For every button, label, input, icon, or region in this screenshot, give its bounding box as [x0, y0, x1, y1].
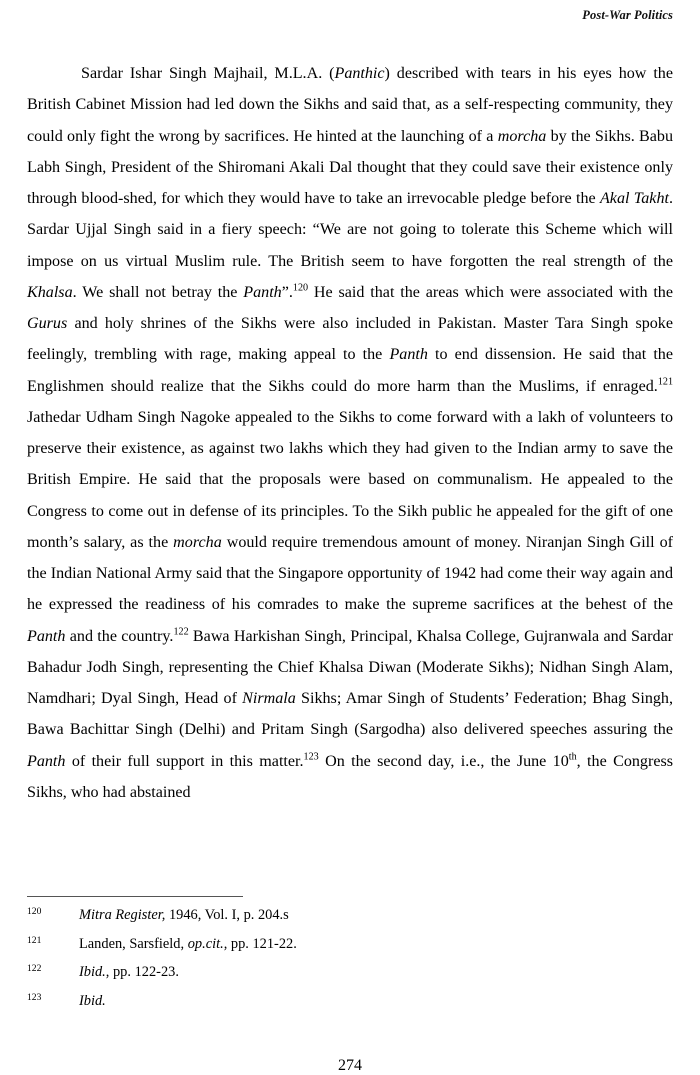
footnote-item: [27, 992, 673, 1012]
footnote-text: Ibid., pp. 122-23.: [79, 964, 179, 980]
footnote-text: Mitra Register, 1946, Vol. I, p. 204.s: [79, 907, 289, 923]
footnote-number: 122: [27, 963, 42, 974]
footnote-text: Landen, Sarsfield, op.cit., pp. 121-22.: [79, 935, 297, 952]
footnote-item: [27, 935, 673, 955]
footnote-number: 121: [27, 934, 42, 946]
footnote-text: Ibid.: [79, 992, 106, 1009]
footnote-section: [27, 896, 673, 1020]
footnote-separator-rule: [27, 896, 243, 897]
page-number: 274: [338, 1057, 362, 1074]
running-header: Post-War Politics: [582, 8, 673, 22]
footnote-item: [27, 906, 673, 926]
footnote-number: 123: [27, 991, 42, 1003]
body-text-column: [27, 58, 673, 808]
footnote-number: 120: [27, 906, 42, 917]
footnote-list: [27, 906, 673, 1012]
footnote-item: [27, 963, 673, 983]
body-paragraph: Sardar Ishar Singh Majhail, M.L.A. (Panthic) described with tears in his eyes how the British Cabinet Mission had led down the Sikhs and said that, as a self-respecting community, they could only fight the wrong by sacrifices. He hinted at the launching of a morcha by the Sikhs. Babu Labh Singh, President of the Shiromani Akali Dal thought that they could save their existence only through blood-shed, for which they would have to take an irrevocable pledge before the Akal Takht. Sardar Ujjal Singh said in a fiery speech: “We are not going to tolerate this Scheme which will impose on us virtual Muslim rule. The British seem to have forgotten the real strength of the Khalsa. We shall not betray the Panth”.$^{120}$ He said that the areas which were associated with the Gurus and holy shrines of the Sikhs were also included in Pakistan. Master Tara Singh spoke feelingly, trembling with rage, making appeal to the Panth to end dissension. He said that the Englishmen should realize that the Sikhs could do more harm than the Muslims, if enraged.$^{121}$ Jathedar Udham Singh Nagoke appealed to the Sikhs to come forward with a lakh of volunteers to preserve their existence, as against two lakhs which they had given to the Indian army to save the British Empire. He said that the proposals were based on communalism. He appealed to the Congress to come out in defense of its principles. To the Sikh public he appealed for the gift of one month’s salary, as the morcha would require tremendous amount of money. Niranjan Singh Gill of the Indian National Army said that the Singapore opportunity of 1942 had come their way again and he expressed the readiness of his comrades to make the supreme sacrifices at the behest of the Panth and the country.$^{122}$ Bawa Harkishan Singh, Principal, Khalsa College, Gujranwala and Sardar Bahadur Jodh Singh, representing the Chief Khalsa Diwan (Moderate Sikhs); Nidhan Singh Alam, Namdhari; Dyal Singh, Head of Nirmala Sikhs; Amar Singh of Students’ Federation; Bhag Singh, Bawa Bachittar Singh (Delhi) and Pritam Singh (Sargodha) also delivered speeches assuring the Panth of their full support in this matter.$^{123}$ On the second day, i.e., the June 10th, the Congress Sikhs, who had abstained: [27, 65, 674, 801]
